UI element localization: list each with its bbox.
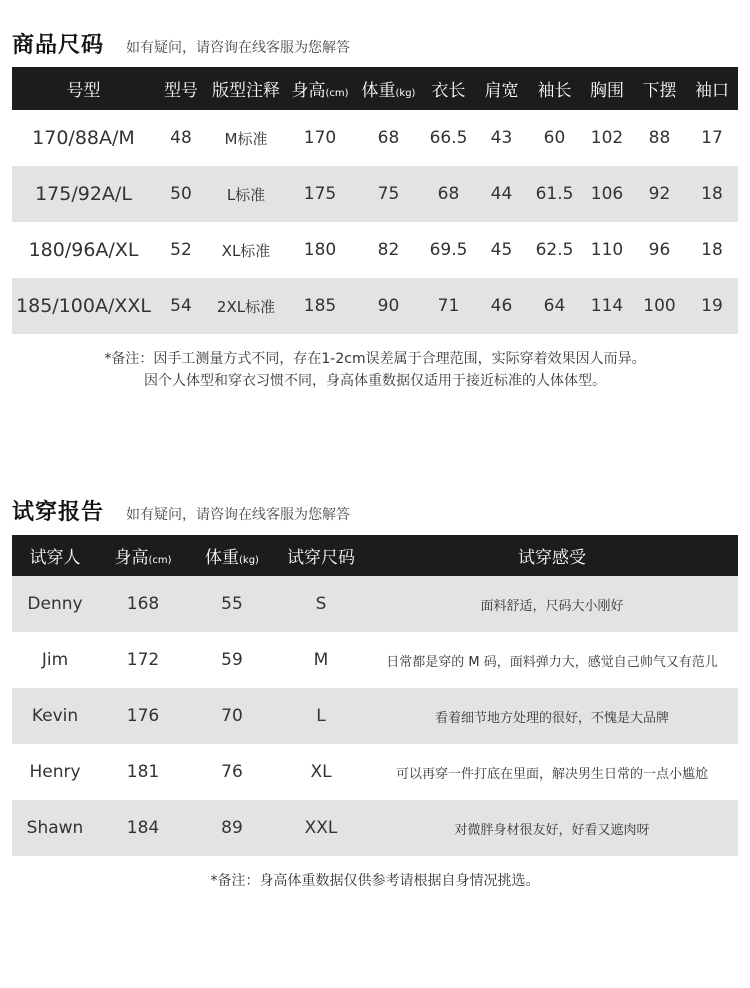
trial-cell: 59 xyxy=(221,650,243,670)
trial-table xyxy=(12,535,738,856)
table-row xyxy=(12,744,738,800)
size-cell: 185 xyxy=(285,278,355,334)
table-row xyxy=(12,800,738,856)
size-cell: 50 xyxy=(155,166,207,222)
size-cell: 170/88A/M xyxy=(32,127,135,149)
size-header-cell: 号型 xyxy=(12,67,155,110)
size-cell: 88 xyxy=(648,128,671,148)
size-header-cell: 型号 xyxy=(155,67,207,110)
size-subtitle: 如有疑问，请咨询在线客服为您解答 xyxy=(126,40,351,56)
trial-cell: Denny xyxy=(12,576,98,632)
table-row xyxy=(12,278,738,334)
size-cell: 82 xyxy=(377,240,400,260)
size-cell: 68 xyxy=(422,166,475,222)
size-cell: 175/92A/L xyxy=(12,166,155,222)
trial-cell: 184 xyxy=(98,800,188,856)
trial-cell: Jim xyxy=(41,650,69,670)
table-row xyxy=(12,632,738,688)
table-row xyxy=(12,166,738,222)
size-title: 商品尺码 xyxy=(12,33,105,58)
size-cell: 68 xyxy=(377,128,400,148)
trial-cell: 176 xyxy=(98,688,188,744)
trial-table-header xyxy=(12,535,738,576)
size-header-cell: 体重(kg) xyxy=(355,67,422,110)
size-header-cell: 肩宽 xyxy=(475,67,528,110)
trial-cell: Shawn xyxy=(12,800,98,856)
size-cell: 71 xyxy=(422,278,475,334)
size-cell: 66.5 xyxy=(429,128,468,148)
trial-cell: 70 xyxy=(188,688,276,744)
size-header-cell: 袖长 xyxy=(528,67,581,110)
trial-cell: 168 xyxy=(98,576,188,632)
size-cell: 52 xyxy=(170,240,192,260)
table-row xyxy=(12,688,738,744)
trial-header-cell: 试穿感受 xyxy=(366,535,738,576)
trial-cell: XXL xyxy=(276,800,366,856)
trial-remark: *备注：身高体重数据仅供参考请根据自身情况挑选。 xyxy=(210,873,540,889)
size-cell: 180/96A/XL xyxy=(28,239,139,261)
size-cell: 44 xyxy=(475,166,528,222)
size-cell: 62.5 xyxy=(535,240,574,260)
trial-cell: 可以再穿一件打底在里面，解决男生日常的一点小尴尬 xyxy=(395,766,708,782)
trial-title: 试穿报告 xyxy=(12,500,105,525)
size-cell: 69.5 xyxy=(429,240,468,260)
size-remark-line1: *备注：因手工测量方式不同，存在1-2cm误差属于合理范围，实际穿着效果因人而异。 xyxy=(104,351,646,367)
table-row xyxy=(12,576,738,632)
size-header-cell: 身高(cm) xyxy=(285,67,355,110)
size-cell: 2XL标准 xyxy=(207,278,285,334)
size-table xyxy=(12,67,738,334)
trial-cell: L xyxy=(276,688,366,744)
size-cell: 17 xyxy=(701,128,723,148)
trial-subtitle: 如有疑问，请咨询在线客服为您解答 xyxy=(126,507,351,523)
trial-section-title xyxy=(12,495,350,526)
size-cell: 102 xyxy=(590,128,624,148)
trial-cell: 面料舒适，尺码大小刚好 xyxy=(366,576,738,632)
trial-cell: M xyxy=(313,650,329,670)
size-cell: 92 xyxy=(633,166,686,222)
size-header-cell: 袖口 xyxy=(686,67,738,110)
size-cell: 75 xyxy=(355,166,422,222)
size-cell: 90 xyxy=(355,278,422,334)
size-cell: 60 xyxy=(543,128,566,148)
size-remark-line2: 因个人体型和穿衣习惯不同，身高体重数据仅适用于接近标准的人体体型。 xyxy=(144,373,606,389)
size-cell: 170 xyxy=(303,128,337,148)
size-table-header xyxy=(12,67,738,110)
trial-cell: Kevin xyxy=(12,688,98,744)
size-cell: 18 xyxy=(701,240,723,260)
size-cell: 96 xyxy=(648,240,671,260)
size-cell: 114 xyxy=(581,278,633,334)
trial-header-cell: 试穿尺码 xyxy=(276,535,366,576)
trial-cell: 日常都是穿的 M 码，面料弹力大，感觉自己帅气又有范儿 xyxy=(386,654,718,670)
trial-cell: 看着细节地方处理的很好，不愧是大品牌 xyxy=(366,688,738,744)
size-cell: 61.5 xyxy=(528,166,581,222)
size-cell: 110 xyxy=(590,240,624,260)
size-cell: 19 xyxy=(686,278,738,334)
trial-cell: 对微胖身材很友好，好看又遮肉呀 xyxy=(366,800,738,856)
size-header-cell: 衣长 xyxy=(422,67,475,110)
size-cell: 100 xyxy=(633,278,686,334)
trial-cell: 89 xyxy=(188,800,276,856)
size-cell: L标准 xyxy=(207,166,285,222)
size-cell: 175 xyxy=(285,166,355,222)
size-header-cell: 胸围 xyxy=(581,67,633,110)
size-section-title xyxy=(12,28,350,59)
table-row xyxy=(12,110,738,166)
size-cell: 185/100A/XXL xyxy=(12,278,155,334)
size-cell: 48 xyxy=(170,128,192,148)
size-cell: M标准 xyxy=(224,129,268,148)
table-row xyxy=(12,222,738,278)
size-cell: 18 xyxy=(686,166,738,222)
trial-cell: Henry xyxy=(29,762,81,782)
trial-cell: 55 xyxy=(188,576,276,632)
trial-cell: 76 xyxy=(221,762,243,782)
trial-cell: 181 xyxy=(126,762,160,782)
size-header-cell: 版型注释 xyxy=(207,67,285,110)
trial-header-cell: 身高(cm) xyxy=(98,535,188,576)
trial-cell: S xyxy=(276,576,366,632)
size-remark xyxy=(0,348,750,392)
size-cell: 46 xyxy=(475,278,528,334)
size-header-cell: 下摆 xyxy=(633,67,686,110)
size-cell: 54 xyxy=(155,278,207,334)
size-cell: 45 xyxy=(490,240,513,260)
trial-header-cell: 体重(kg) xyxy=(188,535,276,576)
size-cell: 64 xyxy=(528,278,581,334)
trial-header-cell: 试穿人 xyxy=(12,535,98,576)
trial-cell: XL xyxy=(310,762,332,782)
size-cell: 106 xyxy=(581,166,633,222)
trial-cell: 172 xyxy=(126,650,160,670)
size-cell: XL标准 xyxy=(221,241,271,260)
size-cell: 43 xyxy=(490,128,513,148)
size-cell: 180 xyxy=(303,240,337,260)
